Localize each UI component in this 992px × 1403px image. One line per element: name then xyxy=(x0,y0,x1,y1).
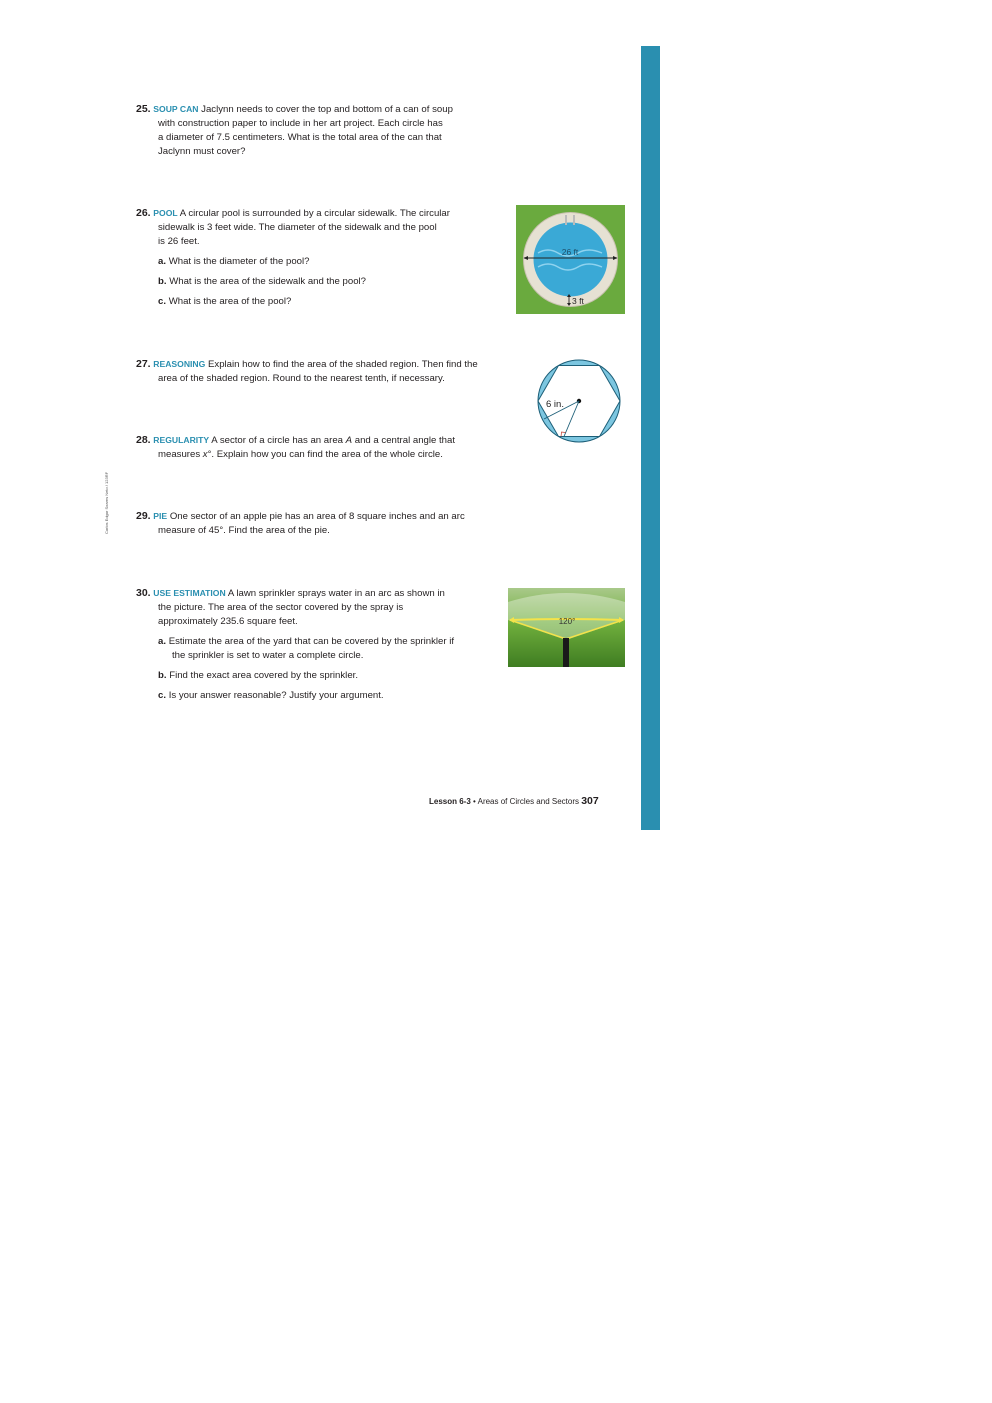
photo-credit: Carlos Edgar Soares Neto / 123RF xyxy=(104,471,109,534)
problem-text: measure of 45°. Find the area of the pie. xyxy=(158,525,330,536)
problem-tag: SOUP CAN xyxy=(153,104,199,114)
problem-tag: USE ESTIMATION xyxy=(153,588,226,598)
sprinkler-photo xyxy=(508,588,625,667)
lesson-title: Areas of Circles and Sectors xyxy=(477,797,579,806)
problem-text: area of the shaded region. Round to the nearest tenth, if necessary. xyxy=(158,373,445,384)
problem-number: 29. xyxy=(136,510,151,522)
lesson-label: Lesson 6-3 xyxy=(429,797,471,806)
problem-text: A sector of a circle has an area xyxy=(211,435,346,446)
part-text: What is the diameter of the pool? xyxy=(168,256,310,267)
variable-x: x xyxy=(202,449,208,460)
part-label: c. xyxy=(158,296,167,307)
problem-tag: REASONING xyxy=(153,359,206,369)
part-label: a. xyxy=(158,636,167,647)
problem-29 xyxy=(136,509,465,538)
problem-text: a diameter of 7.5 centimeters. What is the total area of the can that xyxy=(158,132,442,143)
part-text: Is your answer reasonable? Justify your argument. xyxy=(168,690,384,701)
part-text: What is the area of the pool? xyxy=(168,296,292,307)
problem-number: 30. xyxy=(136,587,151,599)
problem-text: with construction paper to include in her art project. Each circle has xyxy=(158,118,443,129)
problem-number: 26. xyxy=(136,207,151,219)
footer-bullet: • xyxy=(470,797,478,806)
part-text: Find the exact area covered by the sprinkler. xyxy=(169,670,358,681)
problem-text: is 26 feet. xyxy=(158,236,200,247)
variable-a: A xyxy=(345,435,353,446)
problem-text: One sector of an apple pie has an area of 8 square inches and an arc xyxy=(169,511,465,522)
problem-text: A lawn sprinkler sprays water in an arc as shown in xyxy=(227,588,445,599)
problem-30 xyxy=(136,586,454,703)
part-a xyxy=(136,255,450,269)
part-label: a. xyxy=(158,256,167,267)
problem-text: Explain how to find the area of the shaded region. Then find the xyxy=(208,359,478,370)
side-color-bar xyxy=(641,46,660,830)
diameter-label: 26 ft xyxy=(561,247,579,257)
part-text: the sprinkler is set to water a complete circle. xyxy=(172,650,364,661)
problem-text: °. Explain how you can find the area of the whole circle. xyxy=(207,449,443,460)
pool-figure xyxy=(516,205,625,314)
sprinkler-stake xyxy=(563,638,569,667)
part-label: c. xyxy=(158,690,167,701)
part-c xyxy=(136,295,450,309)
hexagon-circle-figure xyxy=(534,356,626,448)
problem-text: Jaclynn must cover? xyxy=(158,146,246,157)
part-text: Estimate the area of the yard that can be covered by the sprinkler if xyxy=(168,636,454,647)
problem-text: and a central angle that xyxy=(352,435,456,446)
ladder-rail xyxy=(565,215,567,225)
angle-label: 120° xyxy=(558,617,576,626)
radius-label: 6 in. xyxy=(546,399,564,410)
problem-number: 27. xyxy=(136,358,151,370)
part-c xyxy=(136,689,454,703)
problem-number: 28. xyxy=(136,434,151,446)
problem-text: A circular pool is surrounded by a circular sidewalk. The circular xyxy=(179,208,450,219)
problem-text: approximately 235.6 square feet. xyxy=(158,616,298,627)
part-b xyxy=(136,275,450,289)
page-number: 307 xyxy=(581,795,599,807)
problem-text: the sector covered by the spray is xyxy=(259,602,404,613)
problem-number: 25. xyxy=(136,103,151,115)
problem-27 xyxy=(136,357,478,386)
problem-tag: POOL xyxy=(153,208,178,218)
problem-26 xyxy=(136,206,450,309)
pool-water xyxy=(534,223,608,297)
problem-text: the picture. The area of xyxy=(158,602,260,613)
width-label: 3 ft xyxy=(572,296,584,306)
problem-25 xyxy=(136,102,453,159)
part-label: b. xyxy=(158,670,167,681)
page-footer xyxy=(429,795,599,807)
ladder-rail xyxy=(573,215,575,225)
problem-tag: REGULARITY xyxy=(153,435,210,445)
part-text: What is the area of the sidewalk and the pool? xyxy=(169,276,366,287)
problem-text: Jaclynn needs to cover the top and bottom of a can of soup xyxy=(201,104,453,115)
problem-28 xyxy=(136,433,455,462)
part-label: b. xyxy=(158,276,167,287)
part-a xyxy=(136,635,454,663)
problem-text: measures xyxy=(158,449,203,460)
problem-tag: PIE xyxy=(153,511,168,521)
problem-text: sidewalk is 3 feet wide. The diameter of the sidewalk and the pool xyxy=(158,222,437,233)
part-b xyxy=(136,669,454,683)
